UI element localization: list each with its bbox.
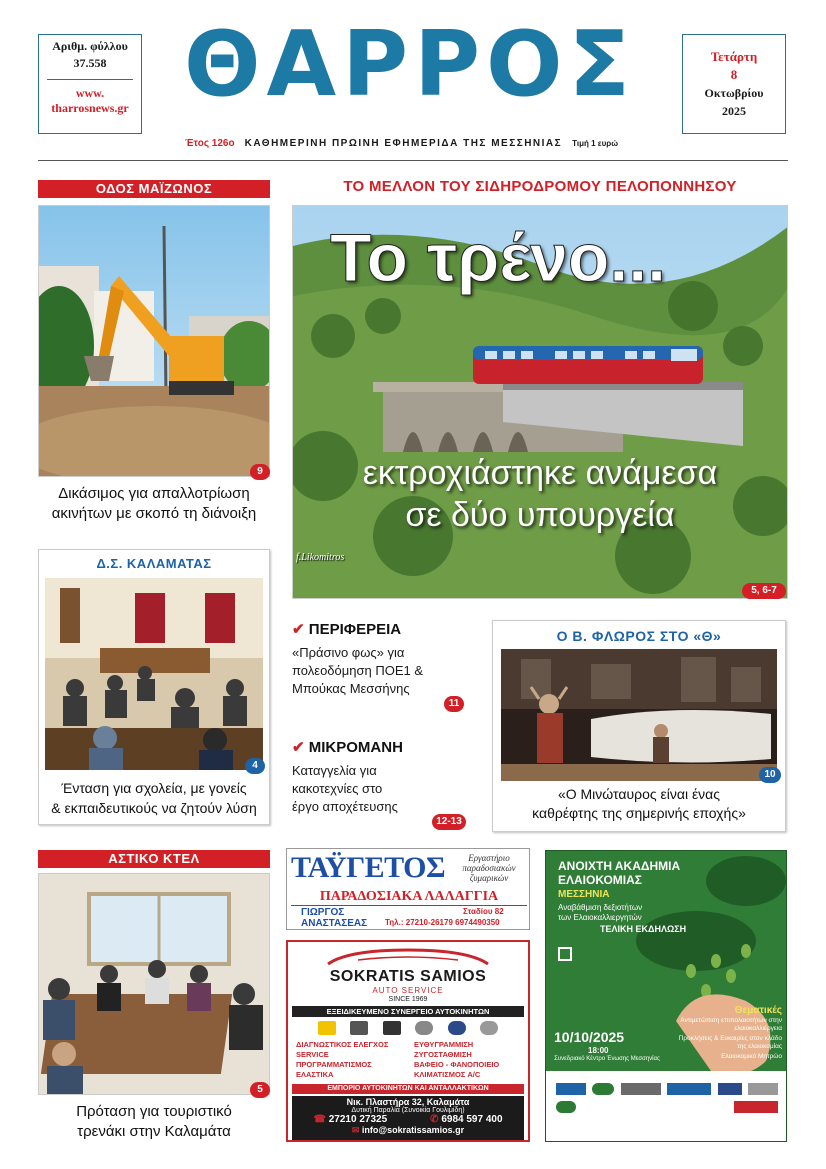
car-logo-icon: [288, 946, 528, 970]
periferia-line3: Μπούκας Μεσσήνης: [292, 681, 410, 696]
periferia-heading-text: ΠΕΡΙΦΕΡΕΙΑ: [308, 621, 402, 638]
sokratis-services-right: [414, 1040, 526, 1080]
sokratis-address: [292, 1096, 524, 1140]
academy-title: [558, 859, 680, 887]
date-day: Τετάρτη: [710, 49, 758, 64]
sponsor-logo-icon: [734, 1101, 778, 1113]
main-page-badge: 5, 6-7: [742, 583, 786, 599]
sponsor-logo-icon: [592, 1083, 614, 1095]
brand-logo-icon: [383, 1021, 401, 1035]
theater-photo: [501, 649, 777, 781]
service-right-4: ΚΛΙΜΑΤΙΣΜΟΣ A/C: [414, 1070, 481, 1079]
tagline-row: [185, 135, 665, 151]
sponsor-logo-icon: [718, 1083, 742, 1095]
story2-label: Δ.Σ. ΚΑΛΑΜΑΤΑΣ: [96, 556, 212, 571]
issue-box: [38, 34, 142, 134]
service-right-3: ΒΑΦΕΙΟ - ΦΑΝΟΠΟΙΕΙΟ: [414, 1060, 500, 1069]
taygetos-side-line1: Εργαστήριο: [468, 853, 510, 863]
story3-label[interactable]: ΑΣΤΙΚΟ ΚΤΕΛ: [38, 850, 270, 868]
periferia-page-badge: 11: [444, 696, 464, 712]
taygetos-ad[interactable]: [286, 848, 530, 930]
minotaur-caption-line1: «Ο Μινώταυρος είναι ένας: [557, 786, 721, 802]
service-right-1: ΕΥΘΥΓΡΑΜΜΙΣΗ: [414, 1040, 474, 1049]
story1-caption-line2: ακινήτων με σκοπό τη διάνοιξη: [51, 505, 257, 522]
sokratis-phone1[interactable]: 27210 27325: [328, 1114, 388, 1125]
academy-time: 18:00: [588, 1046, 609, 1055]
mikromani-page-badge: 12-13: [432, 814, 466, 830]
photo-credit: f.Likomitros: [296, 552, 345, 563]
minotaur-caption: [493, 785, 785, 823]
brand-logo-icon: [448, 1021, 466, 1035]
main-headline[interactable]: Το τρένο...: [330, 220, 667, 296]
taygetos-side: [449, 853, 529, 883]
sokratis-banner: ΕΞΕΙΔΙΚΕΥΜΕΝΟ ΣΥΝΕΡΓΕΙΟ ΑΥΤΟΚΙΝΗΤΩΝ: [292, 1006, 524, 1017]
story3-page-badge: 5: [250, 1082, 270, 1098]
taygetos-phones: Τηλ.: 27210-26179 6974490350: [385, 918, 500, 927]
mikromani-line2: κακοτεχνίες στο: [292, 781, 383, 796]
minotaur-page-badge: 10: [759, 767, 781, 783]
sokratis-services-left: [296, 1040, 411, 1080]
date-month: Οκτωβρίου: [704, 86, 764, 100]
service-left-2: SERVICE: [296, 1050, 329, 1059]
story3-caption-line1: Πρόταση για τουριστικό: [76, 1103, 232, 1120]
sokratis-trade: ΕΜΠΟΡΙΟ ΑΥΤΟΚΙΝΗΤΩΝ ΚΑΙ ΑΝΤΑΛΛΑΚΤΙΚΩΝ: [292, 1084, 524, 1094]
theater-image: [501, 649, 777, 781]
academy-theme-2: Προκλήσεις & Ευκαιρίες στον κλάδο της ελαιοκομίας: [678, 1035, 782, 1050]
mikromani-line1: Καταγγελία για: [292, 763, 377, 778]
sokratis-phones: [292, 1114, 524, 1125]
service-left-1: ΔΙΑΓΝΩΣΤΙΚΟΣ ΕΛΕΓΧΟΣ: [296, 1040, 389, 1049]
taygetos-owner-line1: ΓΙΩΡΓΟΣ: [301, 907, 345, 918]
mobile-icon: ✆: [430, 1114, 439, 1125]
periferia-heading: [292, 620, 472, 638]
academy-date: 10/10/2025: [554, 1029, 625, 1045]
date-number: 8: [730, 67, 738, 82]
academy-theme-3: Ελαιοκομικό Μητρώο: [721, 1053, 782, 1060]
mikromani-line3: έργο αποχέτευσης: [292, 799, 398, 814]
date-year: 2025: [722, 104, 746, 118]
sokratis-sub: AUTO SERVICE: [372, 986, 444, 995]
academy-sub-line2: των Ελαιοκαλλιεργητών: [558, 913, 642, 922]
service-left-4: ΕΛΑΣΤΙΚΑ: [296, 1070, 334, 1079]
brand-logo-icon: [318, 1021, 336, 1035]
email-icon: ✉: [351, 1125, 360, 1135]
brand-logo-icon: [480, 1021, 498, 1035]
service-right-2: ΖΥΓΟΣΤΑΘΜΙΣΗ: [414, 1050, 472, 1059]
ktel-image: [39, 874, 270, 1095]
newspaper-logo[interactable]: ΘΑΡΡΟΣ: [183, 12, 637, 117]
sponsor-logos: [556, 1083, 778, 1113]
sponsor-logo-icon: [667, 1083, 711, 1095]
academy-theme-1: Αντιμετώπιση επιπολαιοτήτων στην ελαιοκαλλιέργεια: [680, 1017, 782, 1032]
sokratis-name: SOKRATIS SAMIOS: [329, 968, 487, 985]
mikromani-heading-text: ΜΙΚΡΟΜΑΝΗ: [308, 739, 403, 756]
story2-caption-line2: & εκπαιδευτικούς να ζητούν λύση: [51, 800, 257, 816]
main-subheadline-line1: εκτροχιάστηκε ανάμεσα: [362, 454, 718, 492]
story1-label[interactable]: ΟΔΟΣ ΜΑΪΖΩΝΟΣ: [38, 180, 270, 198]
academy-themes: [674, 1007, 782, 1061]
minotaur-label: Ο Β. ΦΛΩΡΟΣ ΣΤΟ «Θ»: [556, 628, 722, 644]
academy-sub-line1: Αναβάθμιση δεξιοτήτων: [558, 903, 643, 912]
excavator-photo[interactable]: [38, 205, 270, 477]
issue-divider: [47, 79, 133, 80]
academy-title-line2: ΕΛΑΙΟΚΟΜΙΑΣ: [558, 873, 642, 887]
story3-caption-line2: τρενάκι στην Καλαμάτα: [77, 1123, 231, 1140]
phone-icon: ☎: [313, 1114, 326, 1125]
periferia-line1: «Πράσινο φως» για: [292, 645, 405, 660]
sponsor-logo-icon: [621, 1083, 661, 1095]
ktel-photo[interactable]: [38, 873, 270, 1095]
sokratis-phone2[interactable]: 6984 597 400: [441, 1114, 503, 1125]
taygetos-owner-line2: ΑΝΑΣΤΑΣΕΑΣ: [301, 918, 368, 929]
mikromani-item[interactable]: [292, 738, 472, 816]
website-link[interactable]: tharrosnews.gr: [51, 101, 129, 115]
date-box: [682, 34, 786, 134]
academy-event: ΤΕΛΙΚΗ ΕΚΔΗΛΩΣΗ: [600, 924, 687, 934]
academy-ad[interactable]: [545, 850, 787, 1142]
story1-caption[interactable]: [38, 484, 270, 524]
taygetos-owner: [301, 907, 367, 929]
brand-logo-icon: [415, 1021, 433, 1035]
story2-caption: [39, 778, 269, 818]
council-image: [45, 578, 263, 770]
story3-caption[interactable]: [38, 1102, 270, 1142]
taygetos-address: Σταδίου 82: [463, 907, 504, 916]
minotaur-caption-line2: καθρέφτης της σημερινής εποχής»: [532, 805, 746, 821]
sokratis-email-row: [292, 1125, 524, 1136]
taygetos-sub: ΠΑΡΑΔΟΣΙΑΚΑ ΛΑΛΑΓΓΙΑ: [291, 889, 527, 906]
tagline: ΚΑΘΗΜΕΡΙΝΗ ΠΡΩΙΝΗ ΕΦΗΜΕΡΙΔΑ ΤΗΣ ΜΕΣΣΗΝΙΑΣ: [244, 137, 563, 149]
minotaur-card[interactable]: [492, 620, 786, 832]
sokratis-address-line1: Νικ. Πλαστήρα 32, Καλαμάτα: [346, 1097, 470, 1107]
taygetos-side-line2: παραδοσιακών: [462, 863, 516, 873]
main-subheadline[interactable]: [292, 452, 788, 536]
excavator-image: [39, 206, 270, 477]
council-photo: [45, 578, 263, 770]
story2-caption-line1: Ένταση για σχολεία, με γονείς: [61, 780, 247, 796]
price: Τιμή 1 ευρώ: [572, 138, 618, 148]
sponsor-logo-icon: [556, 1083, 586, 1095]
periferia-item[interactable]: [292, 620, 472, 698]
sokratis-ad[interactable]: [286, 940, 530, 1142]
car-brands-row: [318, 1021, 498, 1035]
taygetos-name: ΤΑΫΓΕΤΟΣ: [291, 851, 446, 884]
year-label: Έτος 126ο: [185, 137, 235, 149]
story2-card[interactable]: [38, 549, 270, 825]
academy-region: ΜΕΣΣΗΝΙΑ: [558, 889, 610, 900]
brand-logo-icon: [350, 1021, 368, 1035]
main-story-label[interactable]: ΤΟ ΜΕΛΛΟΝ ΤΟΥ ΣΙΔΗΡΟΔΡΟΜΟΥ ΠΕΛΟΠΟΝΝΗΣΟΥ: [343, 178, 737, 195]
checkmark-icon: ✔: [292, 621, 305, 638]
academy-venue: Συνεδριακό Κέντρο Ένωσης Μεσσηνίας: [554, 1056, 660, 1062]
sokratis-email[interactable]: info@sokratissamios.gr: [361, 1125, 465, 1135]
issue-label: Αριθμ. φύλλου: [52, 39, 128, 53]
academy-themes-title: Θεματικές: [734, 1005, 782, 1016]
mikromani-heading: [292, 738, 472, 756]
taygetos-side-line3: ζυμαρικών: [469, 873, 509, 883]
sokratis-address-line2: Δυτική Παραλία (Συνοικία Γουλιμίδη): [351, 1107, 465, 1114]
mikromani-text: [292, 762, 472, 816]
periferia-line2: πολεοδόμηση ΠΟΕ1 &: [292, 663, 424, 678]
academy-logo-icon: [558, 947, 572, 961]
story1-caption-line1: Δικάσιμος για απαλλοτρίωση: [58, 485, 250, 502]
website-prefix: www.: [75, 86, 105, 100]
issue-number: 37.558: [73, 56, 107, 70]
service-left-3: ΠΡΟΓΡΑΜΜΑΤΙΣΜΟΣ: [296, 1060, 372, 1069]
main-subheadline-line2: σε δύο υπουργεία: [405, 496, 675, 534]
masthead-rule: [38, 160, 788, 161]
academy-sub: [558, 903, 642, 923]
story1-page-badge: 9: [250, 464, 270, 480]
sokratis-since: SINCE 1969: [388, 996, 428, 1003]
academy-title-line1: ΑΝΟΙΧΤΗ ΑΚΑΔΗΜΙΑ: [558, 859, 681, 873]
sponsor-logo-icon: [556, 1101, 576, 1113]
checkmark-icon: ✔: [292, 739, 305, 756]
sponsor-logo-icon: [748, 1083, 778, 1095]
story2-page-badge: 4: [245, 758, 265, 774]
periferia-text: [292, 644, 472, 698]
